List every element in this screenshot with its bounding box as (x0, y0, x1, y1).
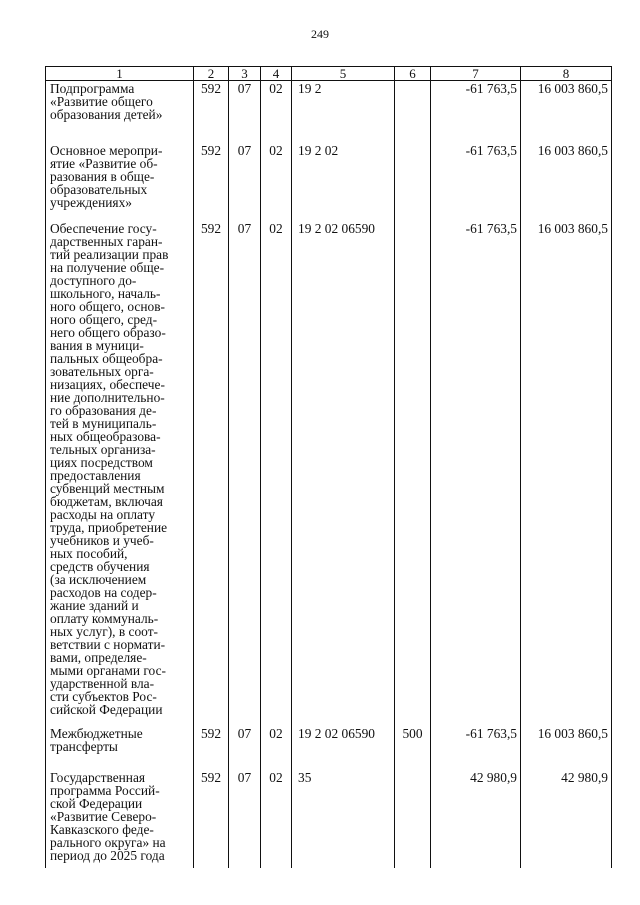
cell-col8: 16 003 860,5 (521, 81, 612, 143)
cell-col7: -61 763,5 (431, 221, 521, 726)
row-name-line: него общего образо- (50, 324, 166, 340)
cell-col3: 07 (229, 143, 261, 221)
row-name-line: «Развитие общего (50, 94, 153, 109)
cell-col8: 16 003 860,5 (521, 726, 612, 770)
row-name-line: Межбюджетные (50, 725, 143, 741)
row-name-line: жание зданий и (50, 597, 139, 613)
row-name-line: ятие «Развитие об- (50, 155, 158, 171)
cell-col8: 42 980,9 (521, 770, 612, 868)
row-name-line: Кавказского феде- (50, 821, 154, 837)
header-row (46, 67, 612, 81)
cell-col4: 02 (261, 726, 292, 770)
row-name-line: ных общеобразова- (50, 428, 161, 444)
column-header: 4 (261, 67, 292, 81)
row-name-line: Основное меропри- (50, 142, 163, 158)
cell-col7: -61 763,5 (431, 726, 521, 770)
cell-col2: 592 (194, 221, 229, 726)
row-name-line: Обеспечение госу- (50, 220, 157, 236)
row-name-line: пальных общеобра- (50, 350, 163, 366)
row-name-line: бюджетам, включая (50, 493, 163, 509)
cell-col4: 02 (261, 81, 292, 143)
row-name-line: период до 2025 года (50, 847, 165, 863)
row-name-line: зовательных орга- (50, 363, 154, 379)
row-name-line: учебников и учеб- (50, 532, 154, 548)
row-name-line: ударственной вла- (50, 675, 155, 691)
row-name-line: субвенций местным (50, 480, 165, 496)
row-name-line: расходов на содер- (50, 584, 157, 600)
cell-col6 (395, 143, 431, 221)
row-name-line: рального округа» на (50, 834, 166, 850)
row-name-line: ных пособий, (50, 545, 128, 561)
row-name-line: разования в обще- (50, 168, 155, 184)
cell-col4: 02 (261, 143, 292, 221)
row-name-line: доступного до- (50, 272, 137, 288)
cell-col5: 19 2 02 (292, 143, 395, 221)
row-name-line: образовательных (50, 181, 148, 197)
cell-col2: 592 (194, 143, 229, 221)
row-name-line: «Развитие Северо- (50, 808, 157, 824)
row-name-line: циях посредством (50, 454, 153, 470)
cell-col5: 35 (292, 770, 395, 868)
row-name-line: ного общего, сред- (50, 311, 158, 327)
row-name (46, 143, 194, 221)
cell-col7: -61 763,5 (431, 81, 521, 143)
column-header: 6 (395, 67, 431, 81)
cell-col5: 19 2 02 06590 (292, 726, 395, 770)
cell-col4: 02 (261, 770, 292, 868)
row-name-line: ние дополнительно- (50, 389, 165, 405)
cell-col3: 07 (229, 726, 261, 770)
cell-col8: 16 003 860,5 (521, 143, 612, 221)
row-name-line: труда, приобретение (50, 519, 168, 535)
row-name-line: ветствии с нормати- (50, 636, 166, 652)
row-name-line: го образования де- (50, 402, 157, 418)
row-name-line: Подпрограмма (50, 81, 135, 96)
cell-col6: 500 (395, 726, 431, 770)
cell-col2: 592 (194, 726, 229, 770)
cell-col6 (395, 770, 431, 868)
cell-col7: 42 980,9 (431, 770, 521, 868)
row-name (46, 221, 194, 726)
column-header: 3 (229, 67, 261, 81)
row-name-line: низациях, обеспече- (50, 376, 165, 392)
row-name-line: трансферты (50, 738, 118, 754)
page-number: 249 (311, 27, 329, 41)
row-name-line: вания в муници- (50, 337, 144, 353)
cell-col8: 16 003 860,5 (521, 221, 612, 726)
table-row (46, 81, 612, 143)
row-name-line: ного общего, основ- (50, 298, 165, 314)
row-name-line: тей в муниципаль- (50, 415, 157, 431)
row-name-line: на получение обще- (50, 259, 165, 275)
cell-col3: 07 (229, 770, 261, 868)
table-row (46, 770, 612, 868)
row-name-line: программа Россий- (50, 782, 160, 798)
cell-col7: -61 763,5 (431, 143, 521, 221)
row-name-line: оплату коммуналь- (50, 610, 159, 626)
row-name-line: расходы на оплату (50, 506, 156, 522)
row-name-line: сти субъектов Рос- (50, 688, 157, 704)
table-row (46, 221, 612, 726)
row-name-line: тельных организа- (50, 441, 156, 457)
row-name-line: тий реализации прав (50, 246, 169, 262)
row-name (46, 770, 194, 868)
cell-col2: 592 (194, 81, 229, 143)
column-header: 1 (46, 67, 194, 81)
column-header: 8 (521, 67, 612, 81)
column-header: 2 (194, 67, 229, 81)
cell-col6 (395, 81, 431, 143)
row-name-line: средств обучения (50, 558, 150, 574)
row-name-line: учреждениях» (50, 194, 132, 210)
column-header: 5 (292, 67, 395, 81)
cell-col5: 19 2 (292, 81, 395, 143)
row-name-line: Государственная (50, 769, 146, 785)
cell-col3: 07 (229, 81, 261, 143)
row-name-line: вами, определяе- (50, 649, 147, 665)
row-name (46, 726, 194, 770)
row-name-line: сийской Федерации (50, 701, 163, 717)
table-row (46, 726, 612, 770)
row-name-line: ных услуг), в соот- (50, 623, 159, 639)
budget-table (45, 66, 612, 868)
cell-col2: 592 (194, 770, 229, 868)
row-name-line: дарственных гаран- (50, 233, 163, 249)
cell-col5: 19 2 02 06590 (292, 221, 395, 726)
table-row (46, 143, 612, 221)
column-header: 7 (431, 67, 521, 81)
row-name-line: ской Федерации (50, 795, 143, 811)
row-name-line: предоставления (50, 467, 141, 483)
cell-col4: 02 (261, 221, 292, 726)
row-name-line: (за исключением (50, 571, 147, 587)
cell-col3: 07 (229, 221, 261, 726)
row-name (46, 81, 194, 143)
row-name-line: образования детей» (50, 107, 163, 122)
row-name-line: мыми органами гос- (50, 662, 166, 678)
cell-col6 (395, 221, 431, 726)
row-name-line: школьного, началь- (50, 285, 161, 301)
